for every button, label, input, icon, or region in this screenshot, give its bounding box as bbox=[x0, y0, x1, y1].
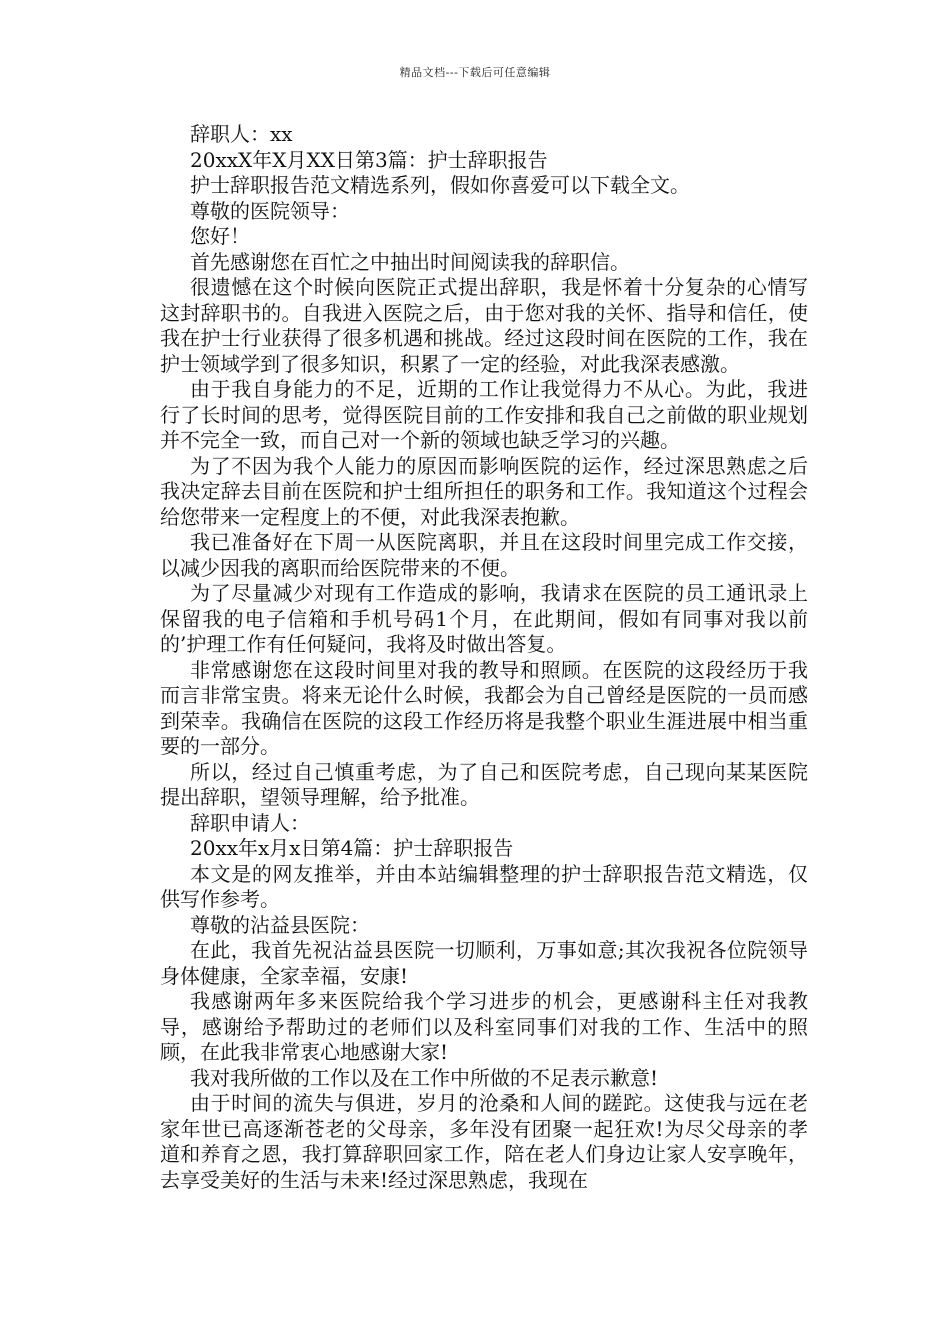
intro-line: 护士辞职报告范文精选系列，假如你喜爱可以下载全文。 bbox=[190, 173, 690, 197]
paragraph: 在此，我首先祝沾益县医院一切顺利，万事如意;其次我祝各位院领导身体健康，全家幸福，安康! bbox=[160, 938, 808, 988]
page-header: 精品文档---下载后可任意编辑 bbox=[399, 66, 551, 79]
paragraph: 所以，经过自己慎重考虑，为了自己和医院考虑，自己现向某某医院提出辞职，望领导理解，给予批准。 bbox=[160, 759, 808, 809]
paragraph: 为了不因为我个人能力的原因而影响医院的运作，经过深思熟虑之后我决定辞去目前在医院和护士组所担任的职务和工作。我知道这个过程会给您带来一定程度上的不便，对此我深表抱歉。 bbox=[160, 453, 808, 529]
document-body bbox=[160, 122, 808, 1193]
paragraph: 为了尽量减少对现有工作造成的影响，我请求在医院的员工通讯录上保留我的电子信箱和手机号码1个月，在此期间，假如有同事对我以前的’护理工作有任何疑问，我将及时做出答复。 bbox=[160, 581, 808, 656]
signature-line: 辞职申请人： bbox=[190, 810, 310, 835]
salutation: 尊敬的沾益县医院： bbox=[190, 912, 370, 937]
paragraph: 首先感谢您在百忙之中抽出时间阅读我的辞职信。 bbox=[190, 249, 630, 274]
intro-line: 本文是的网友推举，并由本站编辑整理的护士辞职报告范文精选，仅供写作参考。 bbox=[160, 861, 808, 911]
paragraph: 非常感谢您在这段时间里对我的教导和照顾。在医院的这段经历于我而言非常宝贵。将来无论什么时候，我都会为自己曾经是医院的一员而感到荣幸。我确信在医院的这段工作经历将是我整个职业生涯进展中相当重要的一部分。 bbox=[160, 657, 808, 758]
signature-line: 辞职人：xx bbox=[190, 122, 293, 146]
paragraph: 很遗憾在这个时候向医院正式提出辞职，我是怀着十分复杂的心情写这封辞职书的。自我进入医院之后，由于您对我的关怀、指导和信任，使我在护士行业获得了很多机遇和挑战。经过这段时间在医院的工作，我在护士领域学到了很多知识，积累了一定的经验，对此我深表感激。 bbox=[160, 275, 808, 376]
salutation: 尊敬的医院领导： bbox=[190, 198, 350, 223]
paragraph: 由于我自身能力的不足，近期的工作让我觉得力不从心。为此，我进行了长时间的思考，觉得医院目前的工作安排和我自己之前做的职业规划并不完全一致，而自己对一个新的领域也缺乏学习的兴趣。 bbox=[160, 377, 808, 452]
paragraph: 我对我所做的工作以及在工作中所做的不足表示歉意! bbox=[190, 1065, 659, 1090]
date-and-section-title: 20xx年x月x日第4篇：护士辞职报告 bbox=[190, 836, 514, 860]
greeting: 您好！ bbox=[190, 224, 250, 248]
date-and-section-title: 20xxX年X月XX日第3篇：护士辞职报告 bbox=[190, 147, 548, 172]
paragraph: 我感谢两年多来医院给我个学习进步的机会，更感谢科主任对我教导，感谢给予帮助过的老师们以及科室同事们对我的工作、生活中的照顾，在此我非常衷心地感谢大家! bbox=[160, 989, 808, 1064]
paragraph: 我已准备好在下周一从医院离职，并且在这段时间里完成工作交接，以减少因我的离职而给医院带来的不便。 bbox=[160, 530, 808, 580]
paragraph: 由于时间的流失与俱进，岁月的沧桑和人间的蹉跎。这使我与远在老家年世已高逐渐苍老的父母亲，多年没有团聚一起狂欢!为尽父母亲的孝道和养育之恩，我打算辞职回家工作，陪在老人们身边让家人安享晚年，去享受美好的生活与未来!经过深思熟虑，我现在 bbox=[160, 1091, 808, 1192]
